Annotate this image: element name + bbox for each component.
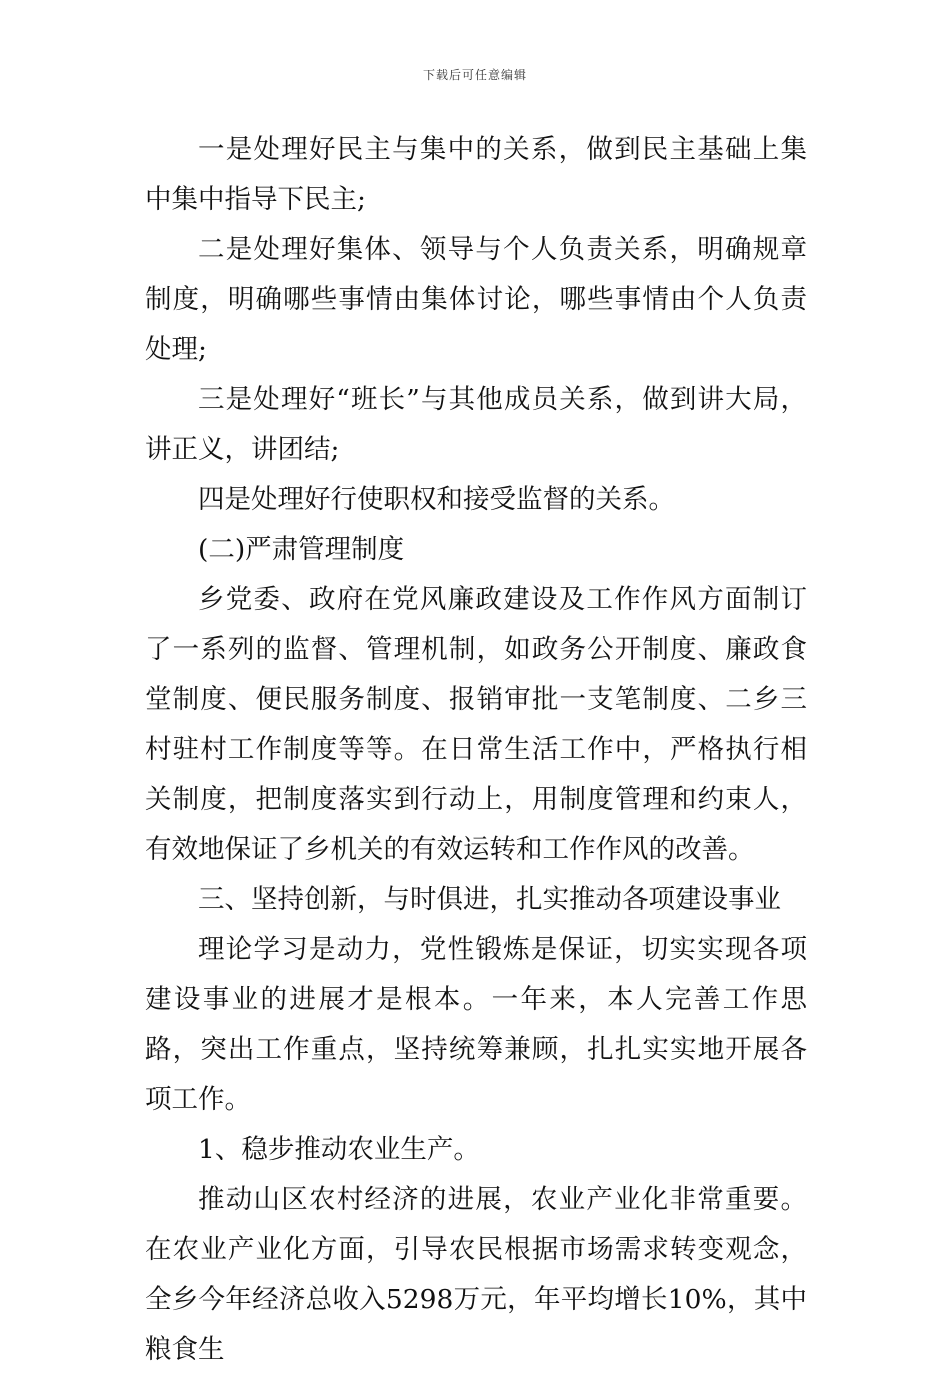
- paragraph-innovation: 理论学习是动力，党性锻炼是保证，切实实现各项建设事业的进展才是根本。一年来，本人完善工作思路，突出工作重点，坚持统筹兼顾，扎扎实实地开展各项工作。: [145, 934, 807, 1115]
- paragraph-management-system: 乡党委、政府在党风廉政建设及工作作风方面制订了一系列的监督、管理机制，如政务公开制度、廉政食堂制度、便民服务制度、报销审批一支笔制度、二乡三村驻村工作制度等等。在日常生活工作中，严格执行相关制度，把制度落实到行动上，用制度管理和约束人，有效地保证了乡机关的有效运转和工作作风的改善。: [145, 584, 807, 865]
- section-heading-innovation: 三、坚持创新，与时俱进，扎实推动各项建设事业: [198, 884, 781, 915]
- paragraph-principle-three: 三是处理好“班长”与其他成员关系，做到讲大局，讲正义，讲团结;: [145, 384, 807, 465]
- paragraph-agriculture: 推动山区农村经济的进展，农业产业化非常重要。在农业产业化方面，引导农民根据市场需求转变观念，全乡今年经济总收入5298万元，年平均增长10%，其中粮食生: [145, 1184, 807, 1365]
- paragraph-principle-one: 一是处理好民主与集中的关系，做到民主基础上集中集中指导下民主;: [145, 134, 807, 215]
- section-heading-management: (二)严肃管理制度: [198, 534, 405, 565]
- paragraph-principle-four: 四是处理好行使职权和接受监督的关系。: [198, 484, 675, 515]
- section-heading-agriculture: 1、稳步推动农业生产。: [198, 1134, 480, 1165]
- paragraph-principle-two: 二是处理好集体、领导与个人负责关系，明确规章制度，明确哪些事情由集体讨论，哪些事情由个人负责处理;: [145, 234, 807, 365]
- document-body: [145, 125, 807, 1375]
- page-header: 下载后可任意编辑: [422, 68, 527, 82]
